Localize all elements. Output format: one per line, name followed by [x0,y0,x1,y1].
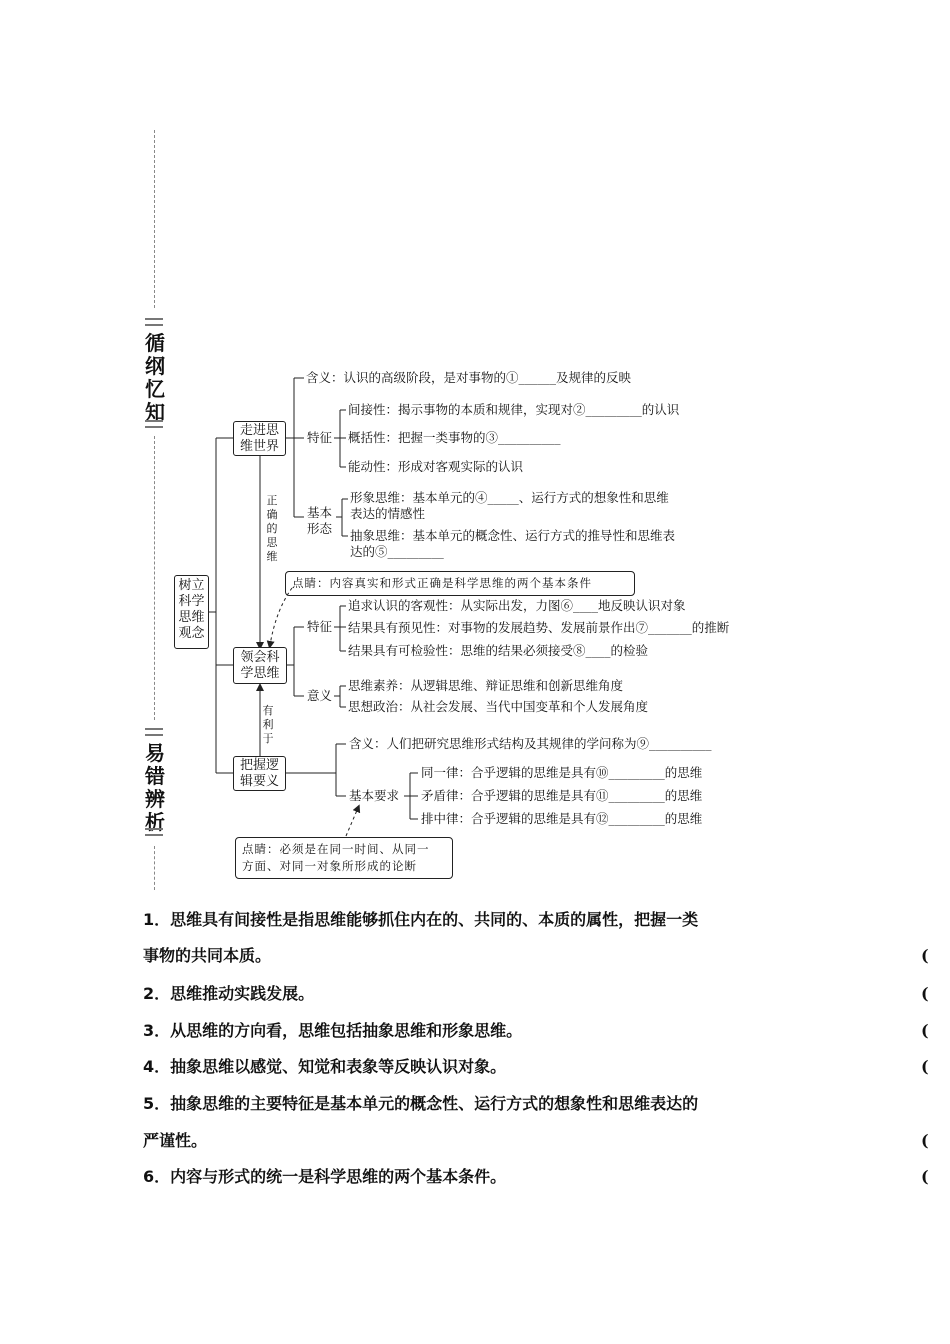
text-line: 有 [262,704,274,717]
link-label-correct-thinking [266,494,278,564]
answer-paren[interactable]: ( [921,984,929,1003]
b1-form-2: 抽象思维：基本单元的概念性、运行方式的推导性和思维表 [350,528,676,543]
text-line: 把握逻 [239,758,279,773]
question-4: 4．抽象思维以感觉、知觉和表象等反映认识对象。 [143,1057,507,1076]
question-5: 5．抽象思维的主要特征是基本单元的概念性、运行方式的想象性和思维表达的 [143,1094,699,1113]
text-line: 辨 [145,787,165,811]
b2-feature-2: 结果具有预见性：对事物的发展趋势、发展前景作出⑦_______的推断 [348,620,730,635]
b1-meaning: 含义：认识的高级阶段，是对事物的①______及规律的反映 [306,370,632,385]
note-key-point-2 [235,837,453,879]
text-line: 确 [266,508,278,521]
answer-paren[interactable]: ( [921,1167,929,1186]
question-5-cont: 严谨性。 [143,1131,208,1150]
b2-meaning-label: 意义 [307,688,333,703]
answer-paren[interactable]: ( [921,946,929,965]
text-line: 利 [262,718,274,731]
root-node [174,575,209,649]
branch-node-logic [233,756,286,791]
question-1: 1．思维具有间接性是指思维能够抓住内在的、共同的、本质的属性，把握一类 [143,910,699,929]
text-line: 知 [145,400,165,424]
text-line: 于 [262,732,274,745]
b2-meaning-2: 思想政治：从社会发展、当代中国变革和个人发展角度 [348,699,649,714]
b3-requirement-2: 矛盾律：合乎逻辑的思维是具有⑪_________的思维 [421,788,703,803]
b2-features-label: 特征 [307,619,333,634]
note-line: 方面、对同一对象所形成的论断 [242,859,417,873]
b3-meaning: 含义：人们把研究思维形式结构及其规律的学问称为⑨__________ [349,736,712,751]
b3-requirements-label: 基本要求 [349,788,400,803]
text-line: 错 [145,764,165,788]
text-line: 正 [266,494,278,507]
question-6: 6．内容与形式的统一是科学思维的两个基本条件。 [143,1167,507,1186]
branch-node-scientific-thinking [233,647,287,684]
question-3: 3．从思维的方向看，思维包括抽象思维和形象思维。 [143,1021,523,1040]
b1-form-1: 形象思维：基本单元的④_____、运行方式的想象性和思维 [350,490,669,505]
b1-forms-label: 形态 [307,521,333,536]
text-line: 析 [145,810,165,834]
text-line: 科学 [178,594,205,609]
text-line: 观念 [178,626,205,641]
b2-feature-1: 追求认识的客观性：从实际出发，力图⑥____地反映认识对象 [348,598,686,613]
b1-feature-1: 间接性：揭示事物的本质和规律，实现对②_________的认识 [348,402,680,417]
note-line: 点睛：必须是在同一时间、从同一 [242,842,430,856]
b1-form-1-cont: 表达的情感性 [350,506,426,521]
text-line: 循 [145,331,165,355]
text-line: 辑要义 [239,774,279,789]
text-line: 学思维 [240,666,280,681]
b1-feature-3: 能动性：形成对客观实际的认识 [348,459,524,474]
b1-form-2-cont: 达的⑤_________ [350,544,444,559]
text-line: 思维 [178,610,205,625]
b1-features-label: 特征 [307,430,333,445]
text-line: 领会科 [240,650,280,665]
answer-paren[interactable]: ( [921,1131,929,1150]
text-line: 走进思 [239,423,279,438]
b2-meaning-1: 思维素养：从逻辑思维、辩证思维和创新思维角度 [348,678,624,693]
text-line: 易 [145,741,165,765]
note-key-point-1: 点睛：内容真实和形式正确是科学思维的两个基本条件 [285,571,635,596]
question-1-cont: 事物的共同本质。 [143,946,272,965]
link-label-beneficial [262,704,274,746]
answer-paren[interactable]: ( [921,1057,929,1076]
answer-paren[interactable]: ( [921,1021,929,1040]
b2-feature-3: 结果具有可检验性：思维的结果必须接受⑧____的检验 [348,643,649,658]
b1-feature-2: 概括性：把握一类事物的③__________ [348,430,561,445]
b3-requirement-1: 同一律：合乎逻辑的思维是具有⑩_________的思维 [421,765,703,780]
text-line: 树立 [178,578,205,593]
text-line: 维 [266,550,278,563]
branch-node-thinking-world [233,421,286,456]
b1-forms-label: 基本 [307,505,333,520]
text-line: 纲 [145,354,165,378]
text-line: 维世界 [239,439,279,454]
question-2: 2．思维推动实践发展。 [143,984,315,1003]
text-line: 忆 [145,377,165,401]
text-line: 的 [266,522,278,535]
text-line: 思 [266,536,278,549]
b3-requirement-3: 排中律：合乎逻辑的思维是具有⑫_________的思维 [421,811,703,826]
